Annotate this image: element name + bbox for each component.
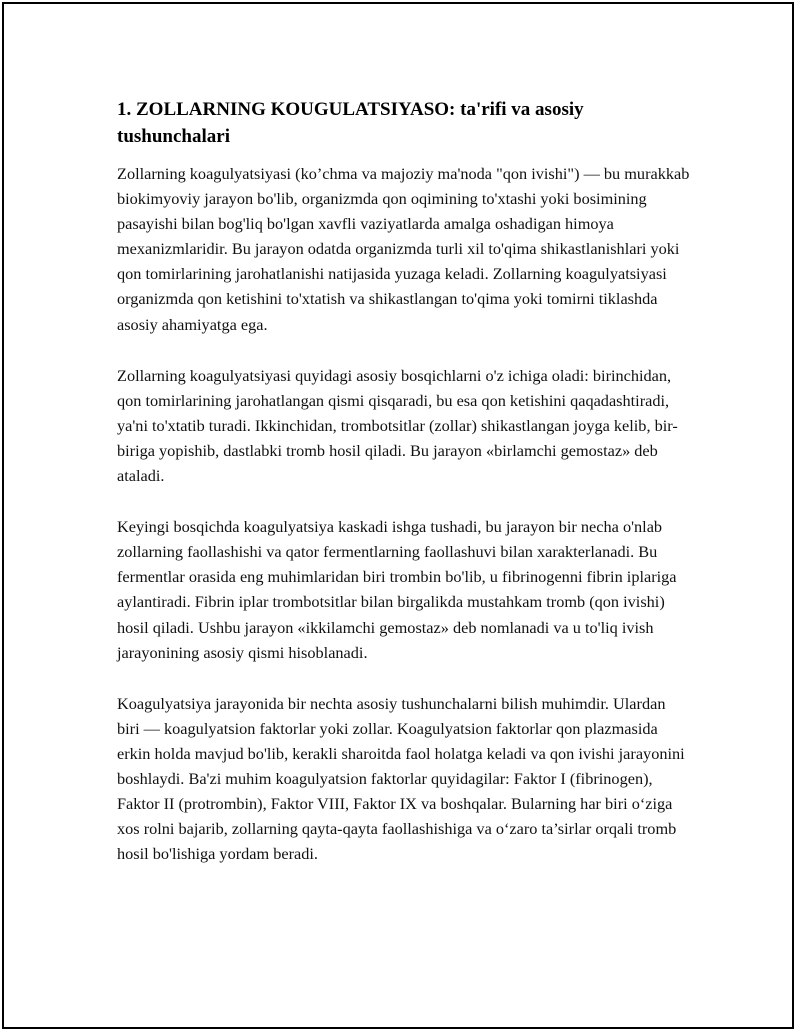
paragraph-cascade: Keyingi bosqichda koagulyatsiya kaskadi ishga tushadi, bu jarayon bir necha o'nlab zollarning faollashishi va qator fermentlarning faollashuvi bilan xarakterlanadi. Bu fermentlar orasida eng muhimlaridan biri trombin bo'lib, u fibrinogenni fibrin iplariga aylantiradi. Fibrin iplar trombotsitlar bilan birgalikda mustahkam tromb (qon ivishi) hosil qiladi. Ushbu jarayon «ikkilamchi gemostaz» deb nomlanadi va u to'liq ivish jarayonining asosiy qismi hisoblanadi. (117, 517, 677, 662)
paragraph-factors: Koagulyatsiya jarayonida bir nechta asosiy tushunchalarni bilish muhimdir. Ulardan biri — koagulyatsion faktorlar yoki zollar. Koagulyatsion faktorlar qon plazmasida erkin holda mavjud bo'lib, kerakli sharoitda faol holatga keladi va qon ivishi jarayonini boshlaydi. Ba'zi muhim koagulyatsion faktorlar quyidagilar: Faktor I (fibrinogen), Faktor II (protrombin), Faktor VIII, Faktor IX va boshqalar. Bularning har biri o‘ziga xos rolni bajarib, zollarning qayta-qayta faollashishiga va o‘zaro ta’sirlar orqali tromb hosil bo'lishiga yordam beradi. (117, 693, 685, 864)
paragraph-definition: Zollarning koagulyatsiyasi (ko’chma va majoziy ma'noda "qon ivishi") — bu murakkab biokimyoviy jarayon bo'lib, organizmda qon oqimining to'xtashi yoki bosimining pasayishi bilan bog'liq bo'lgan xavfli vaziyatlarda amalga oshadigan himoya mexanizmlaridir. Bu jarayon odatda organizmda turli xil to'qima shikastlanishlari yoki qon tomirlarining jarohatlanishi natijasida yuzaga keladi. Zollarning koagulyatsiyasi organizmda qon ketishini to'xtatish va shikastlangan to'qima yoki tomirni tiklashda asosiy ahamiyatga ega. (117, 164, 690, 334)
paragraph-stages: Zollarning koagulyatsiyasi quyidagi asosiy bosqichlarni o'z ichiga oladi: birinchidan, qon tomirlarining jarohatlangan qismi qisqaradi, bu esa qon ketishini qaqadashtiradi, ya'ni to'xtatib turadi. Ikkinchidan, trombotsitlar (zollar) shikastlangan joyga kelib, bir-biriga yopishib, dastlabki tromb hosil qiladi. Bu jarayon «birlamchi gemostaz» deb ataladi. (117, 365, 678, 486)
section-heading: 1. ZOLLARNING KOUGULATSIYASO: ta'rifi va asosiy tushunchalari (117, 99, 584, 147)
document-body (117, 96, 690, 892)
